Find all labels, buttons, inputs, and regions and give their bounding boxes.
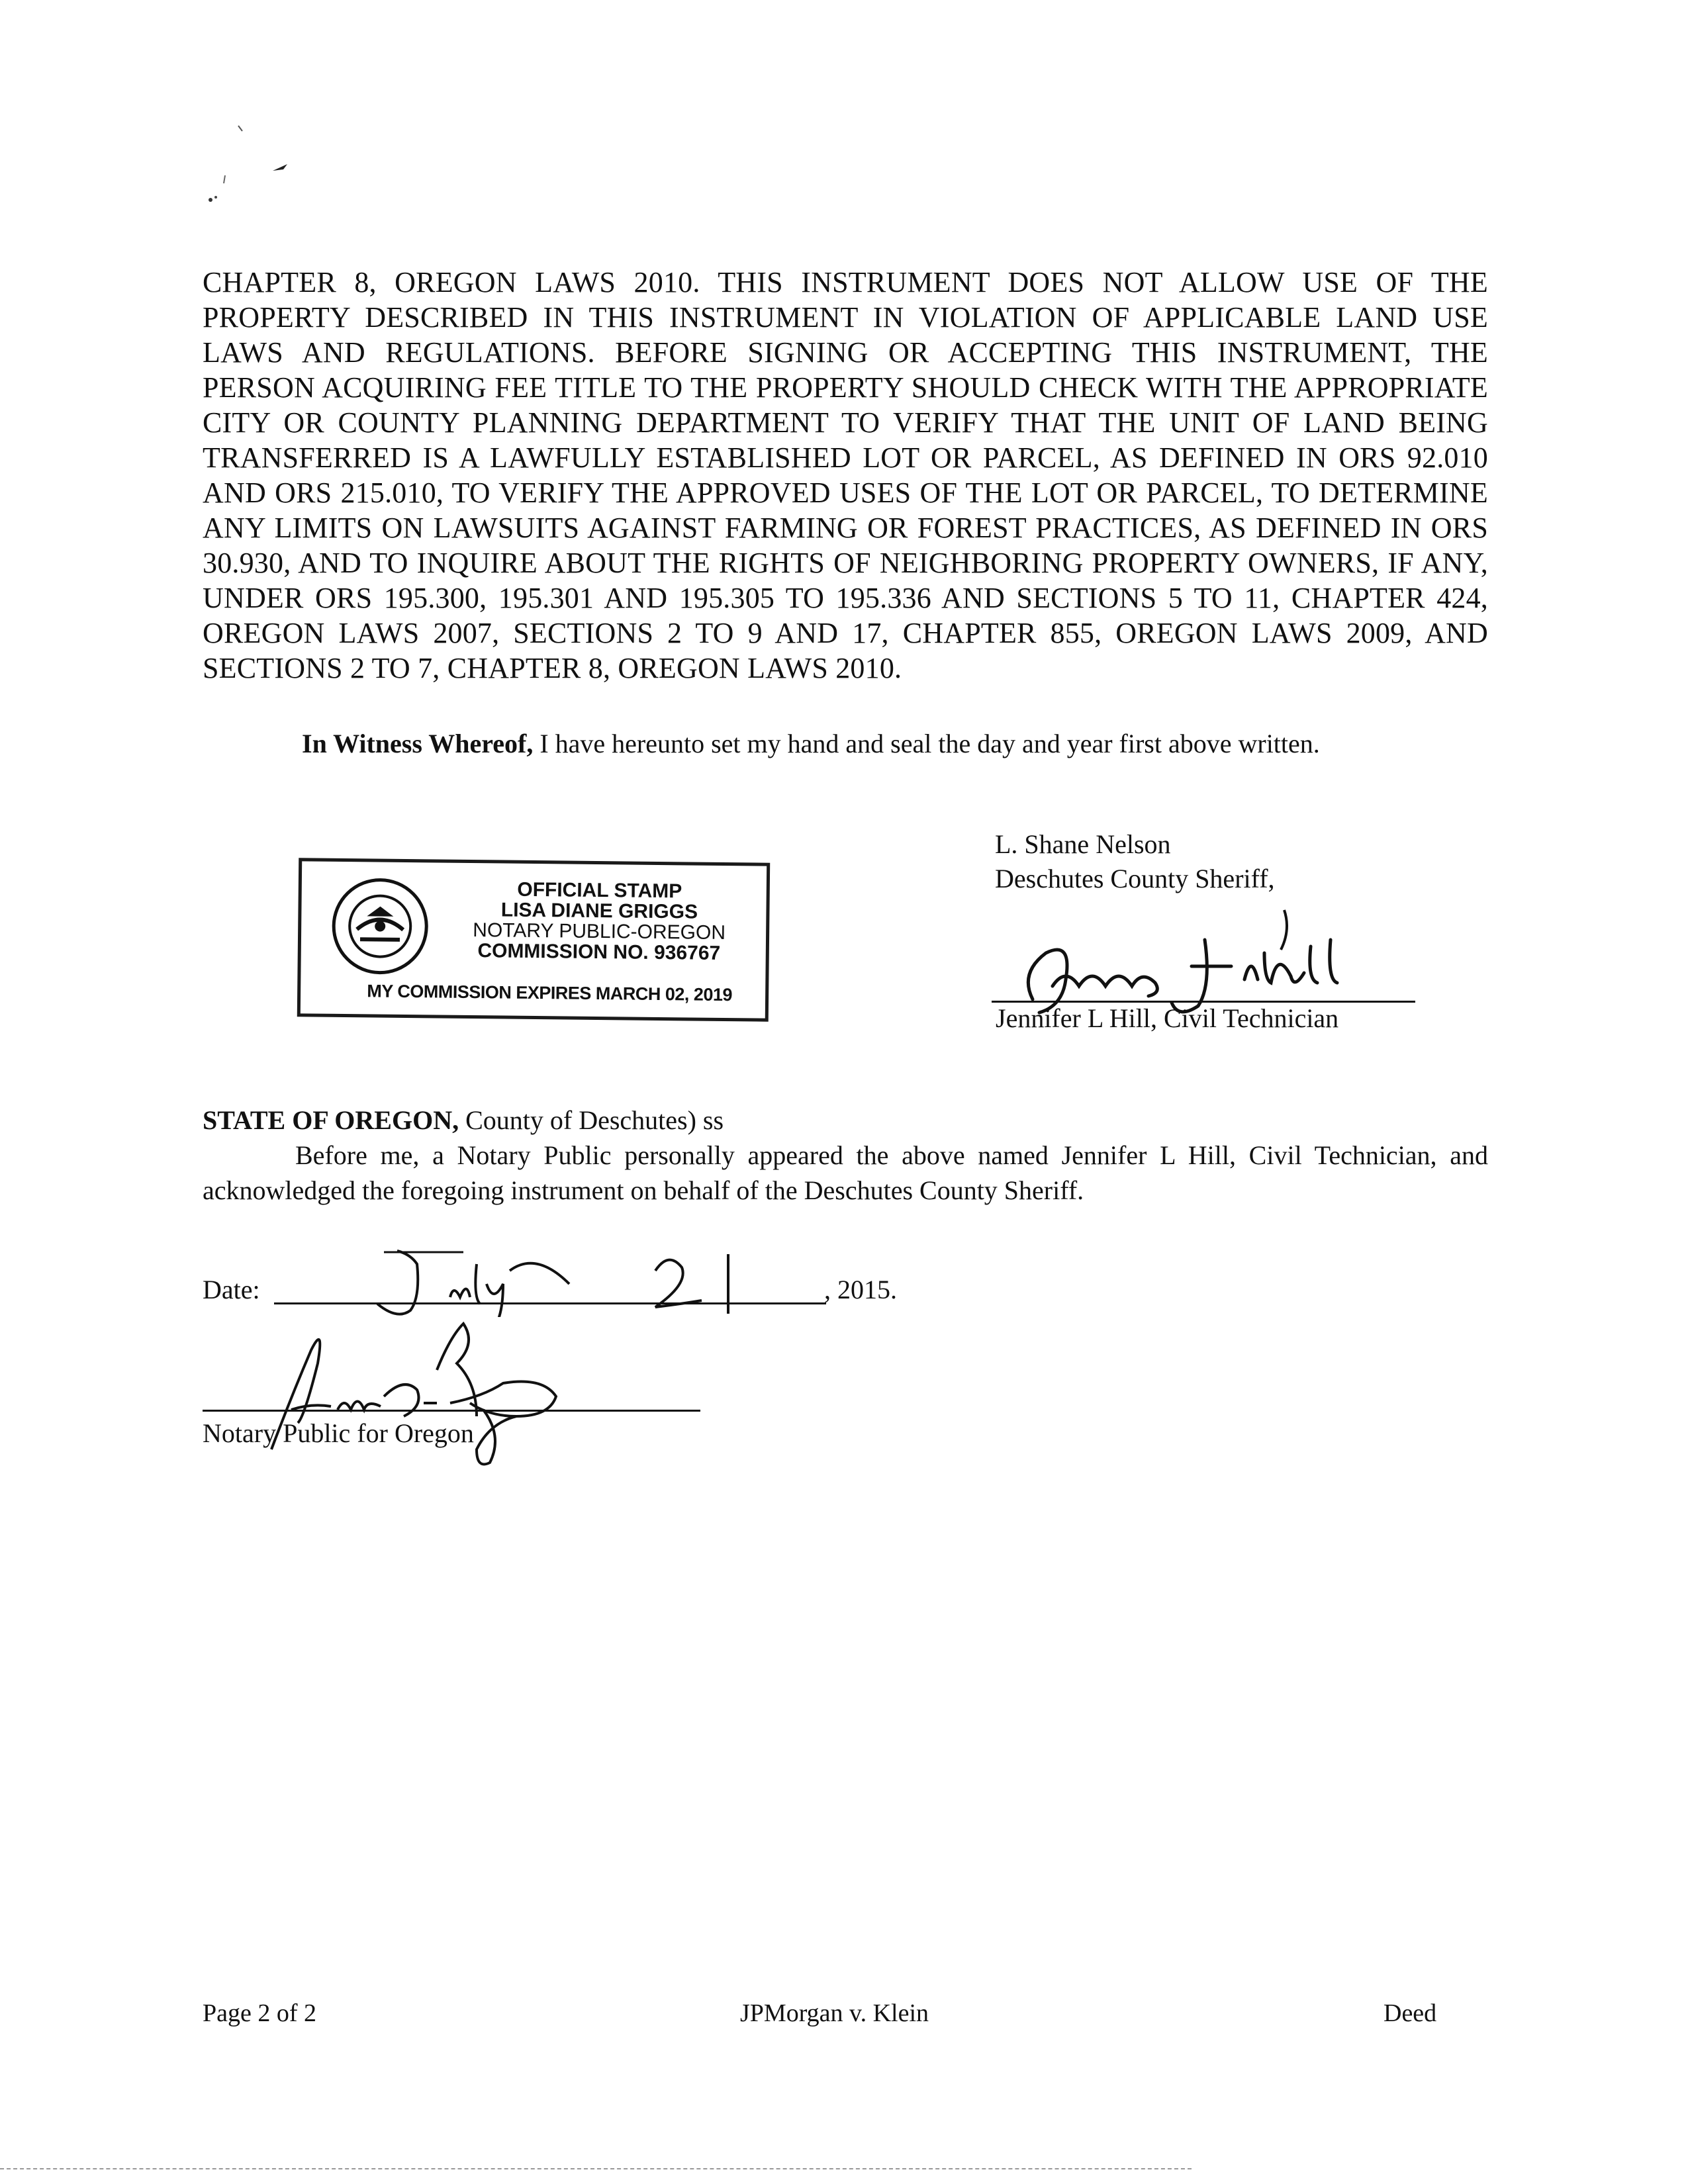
acknowledgment-block bbox=[203, 1103, 1488, 1208]
notary-label: Notary Public for Oregon bbox=[203, 1418, 474, 1448]
footer-document-type: Deed bbox=[1383, 1999, 1437, 2027]
signature-notary bbox=[225, 1297, 702, 1469]
date-year: , 2015. bbox=[824, 1275, 897, 1304]
footer-case-name: JPMorgan v. Klein bbox=[740, 1999, 929, 2027]
stamp-commission: COMMISSION NO. 936767 bbox=[477, 940, 721, 964]
stamp-notary-name: LISA DIANE GRIGGS bbox=[500, 899, 698, 923]
scan-edge bbox=[0, 2168, 1192, 2169]
stamp-title: OFFICIAL STAMP bbox=[517, 878, 682, 903]
notary-stamp bbox=[297, 858, 770, 1021]
witness-clause bbox=[302, 728, 1320, 759]
signature-jennifer-hill bbox=[993, 900, 1430, 1032]
stamp-role: NOTARY PUBLIC-OREGON bbox=[473, 919, 726, 944]
footer-page-number: Page 2 of 2 bbox=[203, 1999, 317, 2027]
venue-line bbox=[203, 1103, 1488, 1138]
venue-state: STATE OF OREGON, bbox=[203, 1105, 459, 1135]
oregon-seal-icon bbox=[330, 876, 430, 977]
witness-text: I have hereunto set my hand and seal the day and year first above written. bbox=[533, 729, 1320, 758]
sheriff-title: Deschutes County Sheriff, bbox=[995, 864, 1275, 893]
sheriff-block bbox=[995, 827, 1275, 896]
signatory-name: Jennifer L Hill, Civil Technician bbox=[996, 1003, 1339, 1033]
legal-disclaimer: CHAPTER 8, OREGON LAWS 2010. THIS INSTRUMENT DOES NOT ALLOW USE OF THE PROPERTY DESCRIBED IN THIS INSTRUMENT IN VIOLATION OF APPLICABLE LAND USE LAWS AND REGULATIONS. BEFORE SIGNING OR ACCEPTING THIS INSTRUMENT, THE PERSON ACQUIRING FEE TITLE TO THE PROPERTY SHOULD CHECK WITH THE APPROPRIATE CITY OR COUNTY PLANNING DEPARTMENT TO VERIFY THAT THE UNIT OF LAND BEING TRANSFERRED IS A LAWFULLY ESTABLISHED LOT OR PARCEL, AS DEFINED IN ORS 92.010 AND ORS 215.010, TO VERIFY THE APPROVED USES OF THE LOT OR PARCEL, TO DETERMINE ANY LIMITS ON LAWSUITS AGAINST FARMING OR FOREST PRACTICES, AS DEFINED IN ORS 30.930, AND TO INQUIRE ABOUT THE RIGHTS OF NEIGHBORING PROPERTY OWNERS, IF ANY, UNDER ORS 195.300, 195.301 AND 195.305 TO 195.336 AND SECTIONS 5 TO 11, CHAPTER 424, OREGON LAWS 2007, SECTIONS 2 TO 9 AND 17, CHAPTER 855, OREGON LAWS 2009, AND SECTIONS 2 TO 7, CHAPTER 8, OREGON LAWS 2010. bbox=[203, 266, 1488, 684]
witness-bold: In Witness Whereof, bbox=[302, 729, 534, 758]
stamp-text bbox=[434, 878, 765, 964]
scan-specks bbox=[199, 119, 331, 225]
acknowledgment-text: Before me, a Notary Public personally appeared the above named Jennifer L Hill, Civil Technician, and acknowledged the foregoing instrument on behalf of the Deschutes County Sheriff. bbox=[203, 1140, 1488, 1205]
venue-county: County of Deschutes) ss bbox=[459, 1105, 724, 1135]
date-label: Date: bbox=[203, 1275, 260, 1304]
sheriff-name: L. Shane Nelson bbox=[995, 829, 1171, 859]
stamp-expiration: MY COMMISSION EXPIRES MARCH 02, 2019 bbox=[367, 981, 733, 1005]
